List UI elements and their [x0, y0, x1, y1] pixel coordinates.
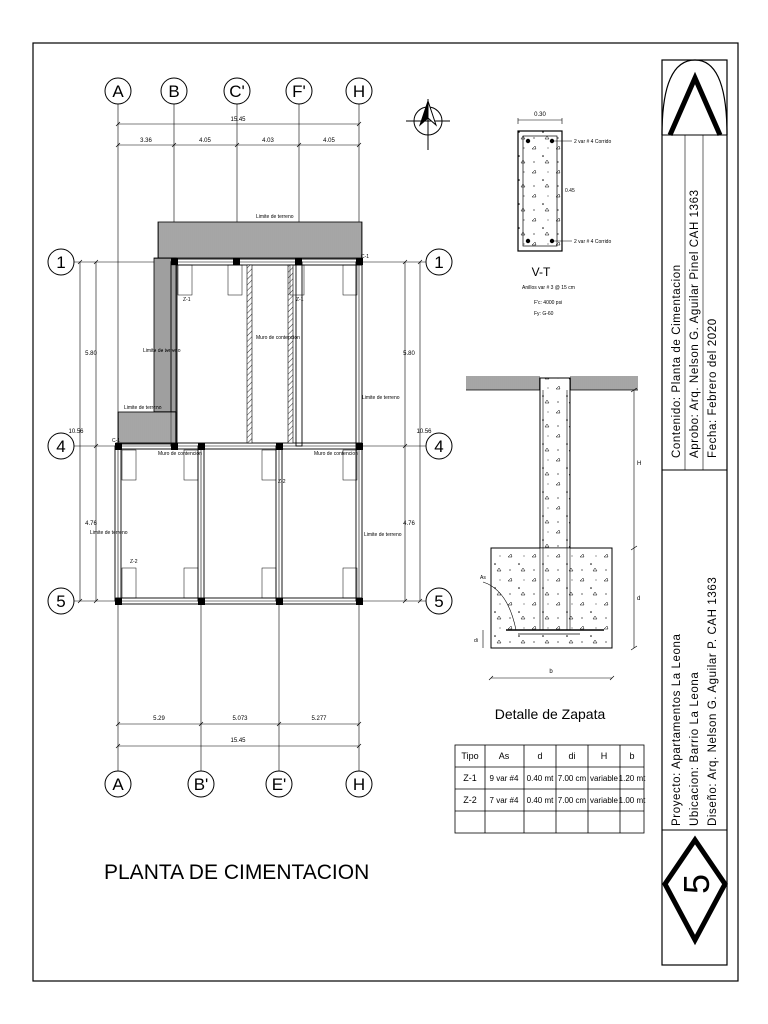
- table-cell: Z-2: [463, 795, 477, 805]
- plan-title: PLANTA DE CIMENTACION: [104, 861, 370, 884]
- label-c1-a: C-1: [361, 254, 370, 260]
- grid-label: H: [352, 775, 366, 794]
- label-limite-left: Limite de terreno: [143, 348, 181, 354]
- label-z2-b: Z-2: [130, 559, 138, 565]
- grid-label: A: [112, 775, 124, 794]
- label-z1-b: Z-1: [296, 297, 304, 303]
- dim-top-2: 4.05: [199, 138, 211, 144]
- grid-label: 4: [434, 437, 444, 456]
- dim-bottom-3: 5.277: [311, 716, 327, 722]
- grid-row-1-right: [426, 249, 452, 275]
- vt-fy: Fy: G-60: [534, 311, 554, 317]
- title-aprobo: Aprobo: Arq. Nelson G. Aguilar Pinel CAH 1363: [689, 189, 701, 458]
- table-cell: 7.00 cm: [557, 796, 587, 805]
- label-z2-a: Z-2: [278, 479, 286, 485]
- ground-hatch-right: [570, 376, 638, 390]
- label-muro-row4-right: Muro de contencion: [314, 451, 358, 457]
- dim-bottom-1: 5.29: [153, 716, 165, 722]
- grid-axis-H-bottom: [346, 771, 372, 797]
- label-limite-top: Limite de terreno: [256, 214, 294, 220]
- dim-right-total: 10.56: [416, 429, 432, 435]
- sheet-number: 5: [676, 873, 717, 895]
- grid-label: 4: [56, 437, 66, 456]
- grid-label: F': [292, 82, 306, 101]
- table-cell: variable: [589, 796, 619, 805]
- dim-top-total: 15.45: [230, 117, 246, 123]
- label-z1-a: Z-1: [183, 297, 191, 303]
- zapata-h-label: H: [637, 461, 642, 467]
- vt-fc: F'c: 4000 psi: [534, 300, 563, 306]
- grid-label: 5: [56, 592, 66, 611]
- zapata-as-label: As: [480, 575, 486, 581]
- title-block: [662, 60, 727, 965]
- dim-bottom-2: 5.073: [232, 716, 248, 722]
- table-header-b: b: [629, 751, 635, 761]
- sheet-border: [33, 43, 738, 981]
- table-header-h: H: [600, 751, 608, 761]
- table-cell: 0.40 mt: [526, 796, 554, 805]
- dim-top-3: 4.03: [262, 138, 274, 144]
- grid-label: 1: [434, 253, 444, 272]
- grid-row-1-left: [48, 249, 74, 275]
- table-cell: variable: [589, 774, 619, 783]
- grid-label: B: [168, 82, 180, 101]
- table-cell: 9 var #4: [489, 774, 519, 783]
- grid-axis-F-top: [286, 78, 312, 104]
- foundation-plan: [48, 78, 452, 884]
- grid-axis-B-top: [161, 78, 187, 104]
- grid-label: B': [193, 775, 209, 794]
- pedestal: [540, 378, 570, 548]
- grid-label: A: [112, 82, 124, 101]
- vt-beam-outline: [518, 131, 562, 251]
- north-arrow-icon: [406, 99, 450, 150]
- grid-axis-E-bottom: [266, 771, 292, 797]
- zapata-detail-title: Detalle de Zapata: [494, 706, 606, 722]
- table-cell: 7.00 cm: [557, 774, 587, 783]
- zapata-d-label: d: [637, 596, 641, 602]
- terrain-hatch-top: [158, 222, 362, 258]
- dim-right-2: 4.76: [403, 521, 415, 527]
- grid-axis-A-top: [105, 78, 131, 104]
- table-header-d: d: [537, 751, 543, 761]
- grid-row-5-right: [426, 588, 452, 614]
- label-c1-b: C-1: [112, 438, 121, 444]
- vt-top-bars: 2 var # 4 Corrido: [574, 139, 612, 145]
- grid-label: 1: [56, 253, 66, 272]
- grid-label: E': [271, 775, 287, 794]
- retaining-wall-2: [288, 265, 293, 443]
- title-contenido: Contenido: Planta de Cimentacion: [671, 264, 683, 458]
- grid-axis-C-top: [224, 78, 250, 104]
- dim-right-1: 5.80: [403, 351, 415, 357]
- table-header-tipo: Tipo: [461, 751, 479, 761]
- title-proyecto: Proyecto: Apartamentos La Leona: [671, 633, 683, 826]
- terrain-hatch-corner: [118, 412, 176, 444]
- table-header-as: As: [498, 751, 510, 761]
- zapata-b-label: b: [549, 669, 553, 675]
- table-cell: 1.20 mt: [618, 774, 646, 783]
- dim-bottom-total: 15.45: [230, 738, 246, 744]
- dim-left-2: 4.76: [85, 521, 97, 527]
- vt-title: V-T: [531, 265, 551, 279]
- grid-row-5-left: [48, 588, 74, 614]
- table-cell: Z-1: [463, 773, 477, 783]
- grid-axis-A-bottom: [105, 771, 131, 797]
- dim-top-1: 3.36: [140, 138, 152, 144]
- vt-width-dim: 0.30: [534, 112, 546, 118]
- grid-row-4-left: [48, 433, 74, 459]
- label-limite-lower-right: Limite de terreno: [364, 532, 402, 538]
- grid-row-4-right: [426, 433, 452, 459]
- zapata-table: [455, 745, 646, 833]
- title-ubicacion: Ubicacion: Barrio La Leona: [689, 671, 701, 826]
- table-cell: 0.40 mt: [526, 774, 554, 783]
- title-fecha: Fecha: Febrero del 2020: [707, 318, 719, 458]
- label-muro-row4-left: Muro de contencion: [158, 451, 202, 457]
- label-limite-lower-left: Limite de terreno: [90, 530, 128, 536]
- label-muro-vertical: Muro de contencion: [256, 335, 300, 341]
- vt-stirrups: Anillos var # 3 @ 15 cm: [522, 285, 575, 291]
- grid-axis-B-bottom: [188, 771, 214, 797]
- zapata-di-label: di: [474, 638, 478, 644]
- zapata-detail: [466, 376, 641, 722]
- table-cell: 7 var #4: [489, 796, 519, 805]
- vt-bottom-bars: 2 var # 4 Corrido: [574, 239, 612, 245]
- table-header-di: di: [568, 751, 576, 761]
- grid-label: H: [352, 82, 366, 101]
- label-limite-right: Limite de terreno: [362, 395, 400, 401]
- vt-section: [518, 112, 611, 317]
- dim-left-1: 5.80: [85, 351, 97, 357]
- grid-label: C': [229, 82, 245, 101]
- grid-axis-H-top: [346, 78, 372, 104]
- retaining-wall-1: [247, 265, 252, 443]
- label-limite-corner: Limite de terreno: [124, 405, 162, 411]
- title-diseno: Diseño: Arq. Nelson G. Aguilar P. CAH 1363: [707, 576, 719, 826]
- dim-left-total: 10.56: [68, 429, 84, 435]
- ground-hatch-left: [466, 376, 540, 390]
- dim-top-4: 4.05: [323, 138, 335, 144]
- bottom-dimensions: [116, 722, 361, 748]
- table-cell: 1.00 mt: [618, 796, 646, 805]
- vt-height-dim: 0.45: [565, 188, 575, 194]
- grid-label: 5: [434, 592, 444, 611]
